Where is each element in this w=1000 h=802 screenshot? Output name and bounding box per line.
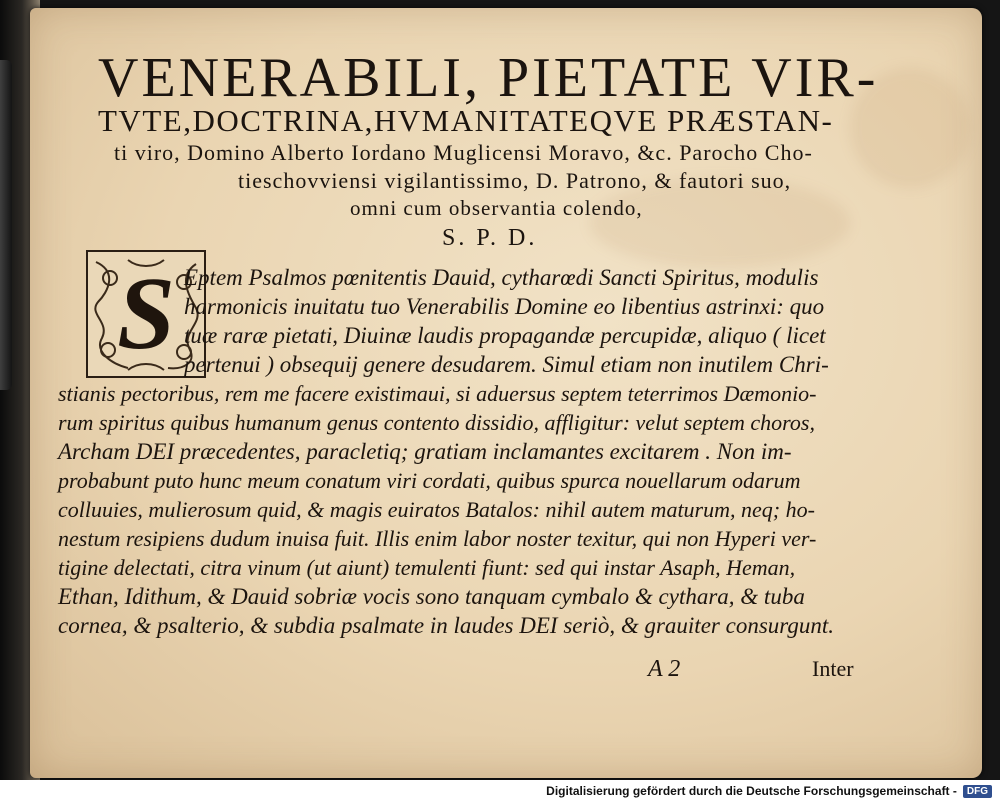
heading-line-5: omni cum observantia colendo,	[350, 196, 643, 220]
binding-strip	[0, 60, 12, 390]
body-line: Ethan, Idithum, & Dauid sobriæ vocis sono tanquam cymbalo & cythara, & tuba	[58, 584, 805, 609]
body-line: Archam DEI præcedentes, paracletiq; gratiam inclamantes excitarem . Non im-	[58, 439, 792, 464]
body-line: rum spiritus quibus humanum genus contento dissidio, affligitur: velut septem choros,	[58, 410, 815, 435]
signature-mark: A 2	[648, 656, 681, 682]
funding-notice: Digitalisierung gefördert durch die Deutsche Forschungsgemeinschaft -	[546, 784, 957, 798]
footer-bar	[0, 780, 1000, 802]
body-line: harmonicis inuitatu tuo Venerabilis Domine eo libentius astrinxi: quo	[184, 294, 825, 319]
body-line: nestum resipiens dudum inuisa fuit. Illis enim labor noster texitur, qui non Hyperi ver-	[58, 526, 817, 551]
initial-letter: S	[117, 256, 175, 371]
body-line: pertenui ) obsequij genere desudarem. Simul etiam non inutilem Chri-	[184, 352, 829, 377]
dfg-logo: DFG	[963, 785, 992, 798]
heading-line-3: ti viro, Domino Alberto Iordano Muglicensi Moravo, &c. Parocho Cho-	[114, 140, 813, 165]
body-line: Eptem Psalmos pœnitentis Dauid, cytharœdi Sancti Spiritus, modulis	[184, 265, 819, 290]
body-line: cornea, & psalterio, & subdia psalmate in laudes DEI seriò, & grauiter consurgunt.	[58, 613, 835, 638]
heading-line-6: S. P. D.	[442, 225, 538, 251]
catchword: Inter	[812, 656, 854, 681]
body-line: colluuies, mulierosum quid, & magis euiratos Batalos: nihil autem maturum, neq; ho-	[58, 497, 815, 522]
heading-line-1: VENERABILI, PIETATE VIR-	[98, 47, 879, 109]
body-line: tuæ raræ pietati, Diuinæ laudis propagandæ percupidæ, aliquo ( licet	[184, 323, 826, 348]
body-line: probabunt puto hunc meum conatum viri cordati, quibus spurca nouellarum odarum	[58, 468, 801, 493]
body-line: stianis pectoribus, rem me facere existimaui, si aduersus septem teterrimos Dæmonio-	[58, 381, 817, 406]
heading-line-4: tieschovviensi vigilantissimo, D. Patrono, & fautori suo,	[238, 168, 792, 193]
heading-line-2: TVTE,DOCTRINA,HVMANITATEQVE PRÆSTAN-	[98, 103, 834, 138]
book-page	[30, 8, 982, 778]
body-line: tigine delectati, citra vinum (ut aiunt) temulenti fiunt: sed qui instar Asaph, Heman,	[58, 555, 796, 580]
